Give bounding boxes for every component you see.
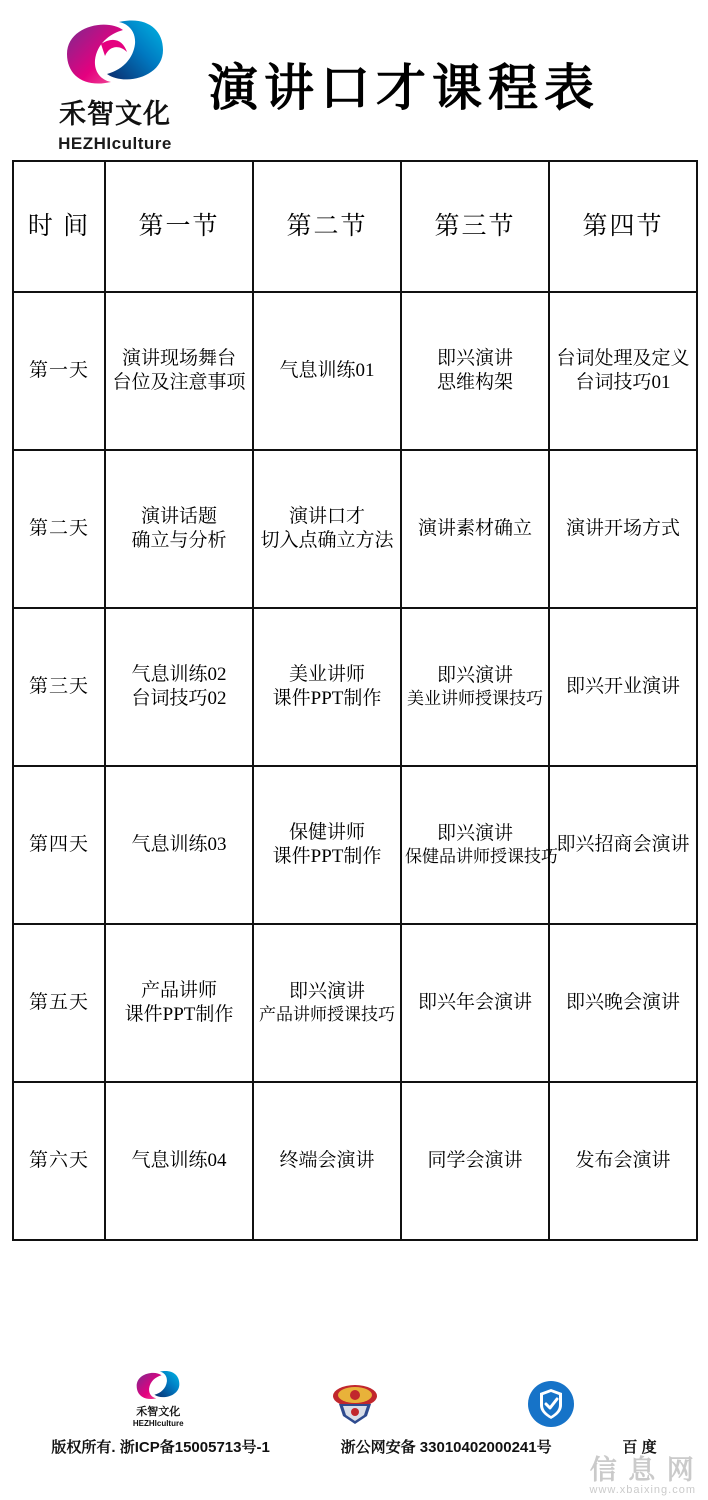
copyright-text: 版权所有. 浙ICP备15005713号-1: [51, 1439, 270, 1456]
course-cell-line: 台词技巧01: [575, 372, 671, 393]
course-cell-line: 确立与分析: [131, 530, 227, 551]
course-cell: [253, 766, 401, 924]
table-body: [13, 292, 697, 1240]
blue-shield-verified-icon: [527, 1380, 575, 1428]
table-row: [13, 292, 697, 450]
day-label-cell: 第四天: [13, 766, 105, 924]
table-row: [13, 766, 697, 924]
course-cell: [105, 924, 253, 1082]
course-cell: [105, 1082, 253, 1240]
course-cell-line: 保健讲师: [288, 821, 365, 843]
day-label-cell: 第五天: [13, 924, 105, 1082]
course-cell-line: 气息训练01: [279, 359, 375, 381]
course-cell-line: 演讲现场舞台: [121, 347, 236, 369]
course-cell-line: 保健品讲师授课技巧: [405, 847, 558, 867]
page-footer: [0, 1350, 708, 1500]
logo-chinese-name: 禾智文化: [59, 99, 171, 129]
footer-logo-chinese: 禾智文化: [136, 1406, 181, 1418]
course-cell: [401, 766, 558, 924]
hezhi-swirl-logo-icon: [134, 1368, 182, 1402]
course-cell-line: 即兴晚会演讲: [565, 991, 680, 1013]
footer-logo-english: HEZHIculture: [132, 1419, 184, 1428]
course-cell-line: 课件PPT制作: [124, 1004, 234, 1025]
table-row: [13, 608, 697, 766]
footer-icon-row: [0, 1350, 708, 1428]
course-cell: [105, 766, 253, 924]
watermark-title: 信 息 网: [589, 1455, 696, 1485]
course-cell-line: 气息训练02: [131, 663, 227, 685]
watermark: [590, 1457, 696, 1496]
course-cell-line: 终端会演讲: [279, 1149, 375, 1171]
course-cell-line: 产品讲师: [140, 979, 217, 1001]
course-cell: [401, 292, 549, 450]
course-cell-line: 即兴演讲: [436, 822, 513, 844]
course-cell: [105, 450, 253, 608]
day-label-cell: 第六天: [13, 1082, 105, 1240]
course-cell-line: 台词处理及定义: [556, 347, 690, 369]
course-cell: [253, 450, 401, 608]
course-cell: [401, 924, 549, 1082]
table-row: [13, 924, 697, 1082]
page-header: [0, 0, 708, 160]
course-cell-line: 气息训练03: [131, 833, 227, 855]
course-cell-line: 课件PPT制作: [272, 688, 382, 709]
brand-logo: [40, 14, 190, 154]
course-cell-line: 气息训练04: [131, 1149, 227, 1171]
course-cell-line: 即兴演讲: [436, 664, 513, 686]
course-cell-line: 同学会演讲: [427, 1149, 523, 1171]
course-cell: [549, 450, 697, 608]
course-cell-line: 课件PPT制作: [272, 846, 382, 867]
course-cell: [401, 450, 549, 608]
day-label-cell: 第一天: [13, 292, 105, 450]
course-cell-line: 即兴招商会演讲: [556, 833, 690, 855]
course-cell: [401, 1082, 549, 1240]
police-badge: [329, 1382, 381, 1428]
police-badge-icon: [329, 1382, 381, 1428]
hezhi-swirl-logo-icon: [61, 14, 169, 90]
course-cell-line: 即兴演讲: [288, 980, 365, 1002]
day-label-cell: 第三天: [13, 608, 105, 766]
course-cell: [253, 292, 401, 450]
course-cell-line: 即兴演讲: [436, 347, 513, 369]
course-cell-line: 产品讲师授课技巧: [259, 1005, 395, 1025]
course-cell-line: 发布会演讲: [575, 1149, 671, 1171]
course-cell-line: 演讲话题: [140, 505, 217, 527]
course-cell: [549, 292, 697, 450]
column-header-period-1: 第一节: [105, 161, 253, 292]
course-cell-line: 台位及注意事项: [112, 372, 246, 393]
logo-english-name: HEZHIculture: [58, 134, 172, 153]
police-record-text: 浙公网安备 33010402000241号: [340, 1439, 552, 1456]
column-header-period-2: 第二节: [253, 161, 401, 292]
schedule-table-wrapper: [0, 160, 708, 1241]
course-cell: [401, 608, 549, 766]
table-row: [13, 450, 697, 608]
course-cell: [549, 766, 697, 924]
course-cell: [253, 608, 401, 766]
course-cell-line: 即兴年会演讲: [417, 991, 532, 1013]
course-cell: [105, 608, 253, 766]
course-cell: [253, 1082, 401, 1240]
watermark-url: www.xbaixing.com: [589, 1484, 696, 1496]
course-cell-line: 演讲口才: [288, 505, 365, 527]
verified-shield: [527, 1380, 575, 1428]
column-header-time: 时 间: [13, 161, 105, 292]
course-cell: [549, 1082, 697, 1240]
column-header-period-3: 第三节: [401, 161, 549, 292]
footer-brand-logo: [133, 1368, 184, 1428]
table-row: [13, 1082, 697, 1240]
table-header-row: [13, 161, 697, 292]
course-cell: [253, 924, 401, 1082]
schedule-table: [12, 160, 698, 1241]
course-cell-line: 切入点确立方法: [260, 530, 394, 551]
course-cell-line: 美业讲师: [288, 663, 365, 685]
footer-text-row: [0, 1428, 708, 1457]
course-cell-line: 即兴开业演讲: [565, 675, 680, 697]
column-header-period-4: 第四节: [549, 161, 697, 292]
course-cell: [549, 924, 697, 1082]
course-cell-line: 台词技巧02: [131, 688, 227, 709]
baidu-label: 百 度: [622, 1439, 657, 1456]
day-label-cell: 第二天: [13, 450, 105, 608]
course-cell-line: 美业讲师授课技巧: [407, 689, 543, 709]
course-cell-line: 演讲开场方式: [565, 517, 680, 539]
page-title: 演讲口才课程表: [208, 60, 600, 116]
course-cell: [105, 292, 253, 450]
course-cell-line: 思维构架: [436, 372, 513, 393]
course-cell: [549, 608, 697, 766]
course-cell-line: 演讲素材确立: [417, 517, 532, 539]
